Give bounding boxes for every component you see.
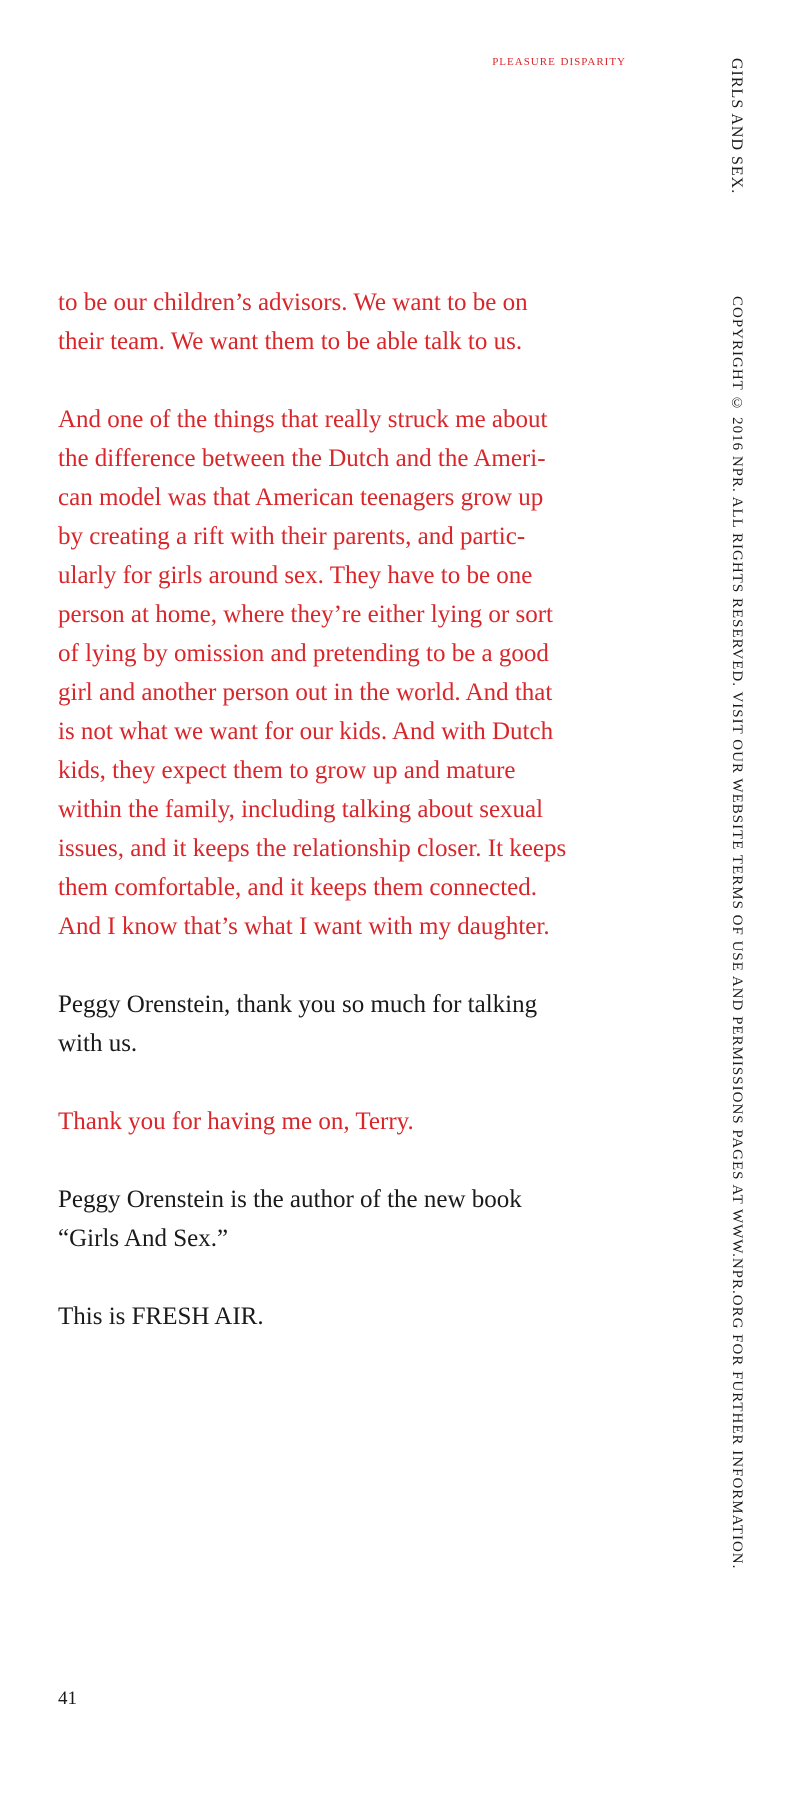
text-line: Thank you for having me on, Terry. [58, 1108, 414, 1135]
running-head: pleasure disparity [492, 53, 626, 69]
text-line: girl and another person out in the world. And that [58, 679, 553, 706]
text-line: And one of the things that really struck me about [58, 406, 548, 433]
text-line: Peggy Orenstein, thank you so much for talking [58, 991, 538, 1018]
text-line: their team. We want them to be able talk to us. [58, 328, 523, 355]
paragraph-2 [58, 400, 648, 946]
text-line: “Girls And Sex.” [58, 1225, 229, 1252]
text-line: person at home, where they’re either lying or sort [58, 601, 553, 628]
text-line: issues, and it keeps the relationship closer. It keeps [58, 835, 567, 862]
text-line: ularly for girls around sex. They have to be one [58, 562, 533, 589]
text-line: kids, they expect them to grow up and mature [58, 757, 516, 784]
text-line: within the family, including talking about sexual [58, 796, 544, 823]
text-line: This is FRESH AIR. [58, 1303, 264, 1330]
side-copyright-notice: COPYRIGHT © 2016 NPR. ALL RIGHTS RESERVED. VISIT OUR WEBSITE TERMS OF USE AND PERMISSIONS PAGES AT WWW.NPR.ORG FOR FURTHER INFORMATION. [729, 296, 745, 1570]
paragraph-4 [58, 1102, 648, 1141]
text-line: Peggy Orenstein is the author of the new book [58, 1186, 522, 1213]
transcript-body [58, 283, 648, 1375]
text-line: And I know that’s what I want with my daughter. [58, 913, 550, 940]
text-line: by creating a rift with their parents, and partic- [58, 523, 526, 550]
text-line: the difference between the Dutch and the Ameri- [58, 445, 546, 472]
text-line: of lying by omission and pretending to be a good [58, 640, 549, 667]
side-book-title: GIRLS AND SEX. [728, 58, 745, 195]
text-line: them comfortable, and it keeps them connected. [58, 874, 537, 901]
page-number: 41 [58, 1688, 77, 1709]
text-line: can model was that American teenagers grow up [58, 484, 544, 511]
paragraph-6 [58, 1297, 648, 1336]
paragraph-5 [58, 1180, 648, 1258]
text-line: with us. [58, 1030, 138, 1057]
paragraph-1 [58, 283, 648, 361]
text-line: is not what we want for our kids. And with Dutch [58, 718, 554, 745]
paragraph-3 [58, 985, 648, 1063]
text-line: to be our children’s advisors. We want to be on [58, 289, 528, 316]
